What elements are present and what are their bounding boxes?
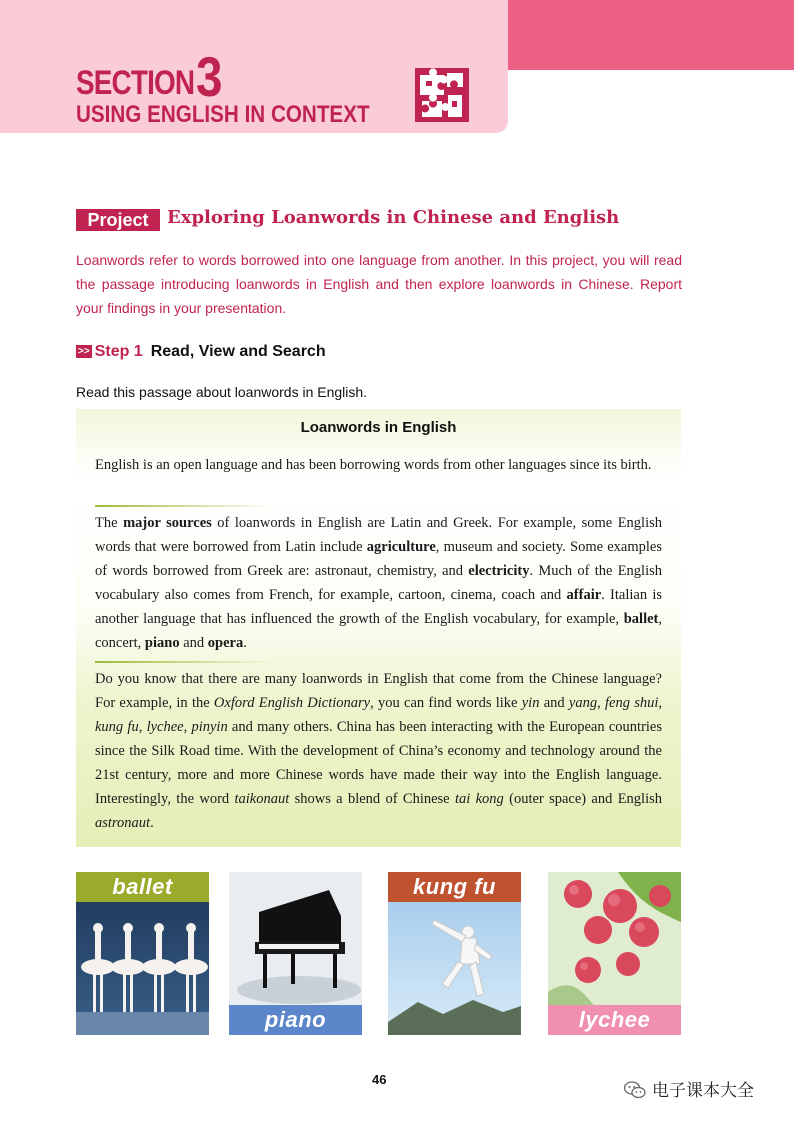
text-run: , you can find words like (370, 695, 522, 711)
text-run: English is an open language and has been borrowing words from other languages since its birth. (95, 457, 652, 473)
watermark-text: 电子课本大全 (652, 1081, 754, 1100)
passage-title: Loanwords in English (300, 419, 457, 436)
bold-term: agriculture (366, 539, 436, 555)
bold-term: opera (207, 635, 244, 651)
bold-term: piano (144, 635, 180, 651)
section-number: 3 (196, 45, 223, 108)
kung-fu-photo (388, 872, 521, 1035)
text-run: , concert, (95, 611, 662, 651)
lychee-caption: lychee (548, 1005, 681, 1035)
text-run: of loanwords in English are Latin and Greek. For example, some English words that were borrowed from Latin include (95, 515, 663, 555)
ballet-caption: ballet (76, 872, 209, 902)
text-run: , museum and society. Some examples of words borrowed from Greek are: astronaut, chemistry, and (95, 539, 662, 579)
step-label: Step 1 (94, 343, 143, 360)
page-number: 46 (372, 1072, 387, 1087)
project-intro: Loanwords refer to words borrowed into one language from another. In this project, you will read the passage introducing loanwords in English and then explore loanwords in Chinese. Report your findings in your presentation. (76, 252, 682, 316)
project-tag: Project (76, 209, 160, 231)
italic-term: yin (521, 695, 540, 711)
passage-box (76, 409, 681, 847)
bold-term: electricity (468, 563, 530, 579)
piano-caption: piano (229, 1005, 362, 1035)
watermark (624, 1076, 754, 1101)
italic-term: Oxford English Dictionary (213, 695, 371, 711)
text-run: . Much of the English vocabulary also comes from French, for example, cartoon, cinema, coach and (95, 563, 662, 603)
text-run: and (179, 635, 208, 651)
text-run: , (138, 719, 147, 735)
italic-term: lychee (146, 719, 184, 735)
text-run: Do you know that there are many loanwords in English that come from the Chinese language? For example, in the (95, 671, 662, 711)
step-heading (76, 343, 326, 361)
bold-term: major sources (123, 515, 212, 531)
text-run: , (183, 719, 192, 735)
italic-term: astronaut (95, 815, 151, 831)
text-run: , (597, 695, 605, 711)
text-run: and many others. China has been interacting with the European countries since the Silk Road time. With the development of China’s economy and technology around the 21st century, more and more Chinese words have made their way into the English language. Interestingly, the word (95, 719, 663, 807)
kung-fu-caption: kung fu (388, 872, 521, 902)
passage-paragraph-1 (95, 453, 662, 477)
paragraph-divider (95, 661, 275, 663)
italic-term: kung fu (95, 719, 139, 735)
header-accent-bar (508, 0, 794, 70)
passage-paragraph-2 (95, 511, 662, 655)
text-run: , (658, 695, 663, 711)
instruction-text: Read this passage about loanwords in English. (76, 384, 368, 400)
step-title: Read, View and Search (150, 343, 326, 360)
text-run: . (243, 635, 247, 651)
text-run: (outer space) and English (503, 791, 662, 807)
italic-term: tai kong (454, 791, 504, 807)
paragraph-divider (95, 505, 275, 507)
italic-term: yang (568, 695, 598, 711)
double-chevron-icon: >> (78, 346, 90, 357)
text-run: shows a blend of Chinese (289, 791, 455, 807)
piano-photo (229, 872, 362, 1035)
text-run: and (539, 695, 569, 711)
lychee-photo (548, 872, 681, 1035)
passage-paragraph-3 (95, 667, 662, 835)
section-subtitle: USING ENGLISH IN CONTEXT (76, 101, 370, 128)
ballet-photo (76, 872, 209, 1035)
puzzle-icon (414, 67, 470, 123)
text-run: The (95, 515, 124, 531)
section-label: SECTION (76, 64, 195, 102)
wechat-icon (624, 1081, 646, 1099)
text-run: . (150, 815, 154, 831)
bold-term: affair (566, 587, 602, 603)
project-title: Exploring Loanwords in Chinese and English (167, 207, 620, 228)
bold-term: ballet (623, 611, 659, 627)
italic-term: pinyin (191, 719, 228, 735)
text-run: . Italian is another language that has influenced the growth of the English vocabulary, for example, (95, 587, 662, 627)
italic-term: feng shui (605, 695, 659, 711)
italic-term: taikonaut (234, 791, 290, 807)
